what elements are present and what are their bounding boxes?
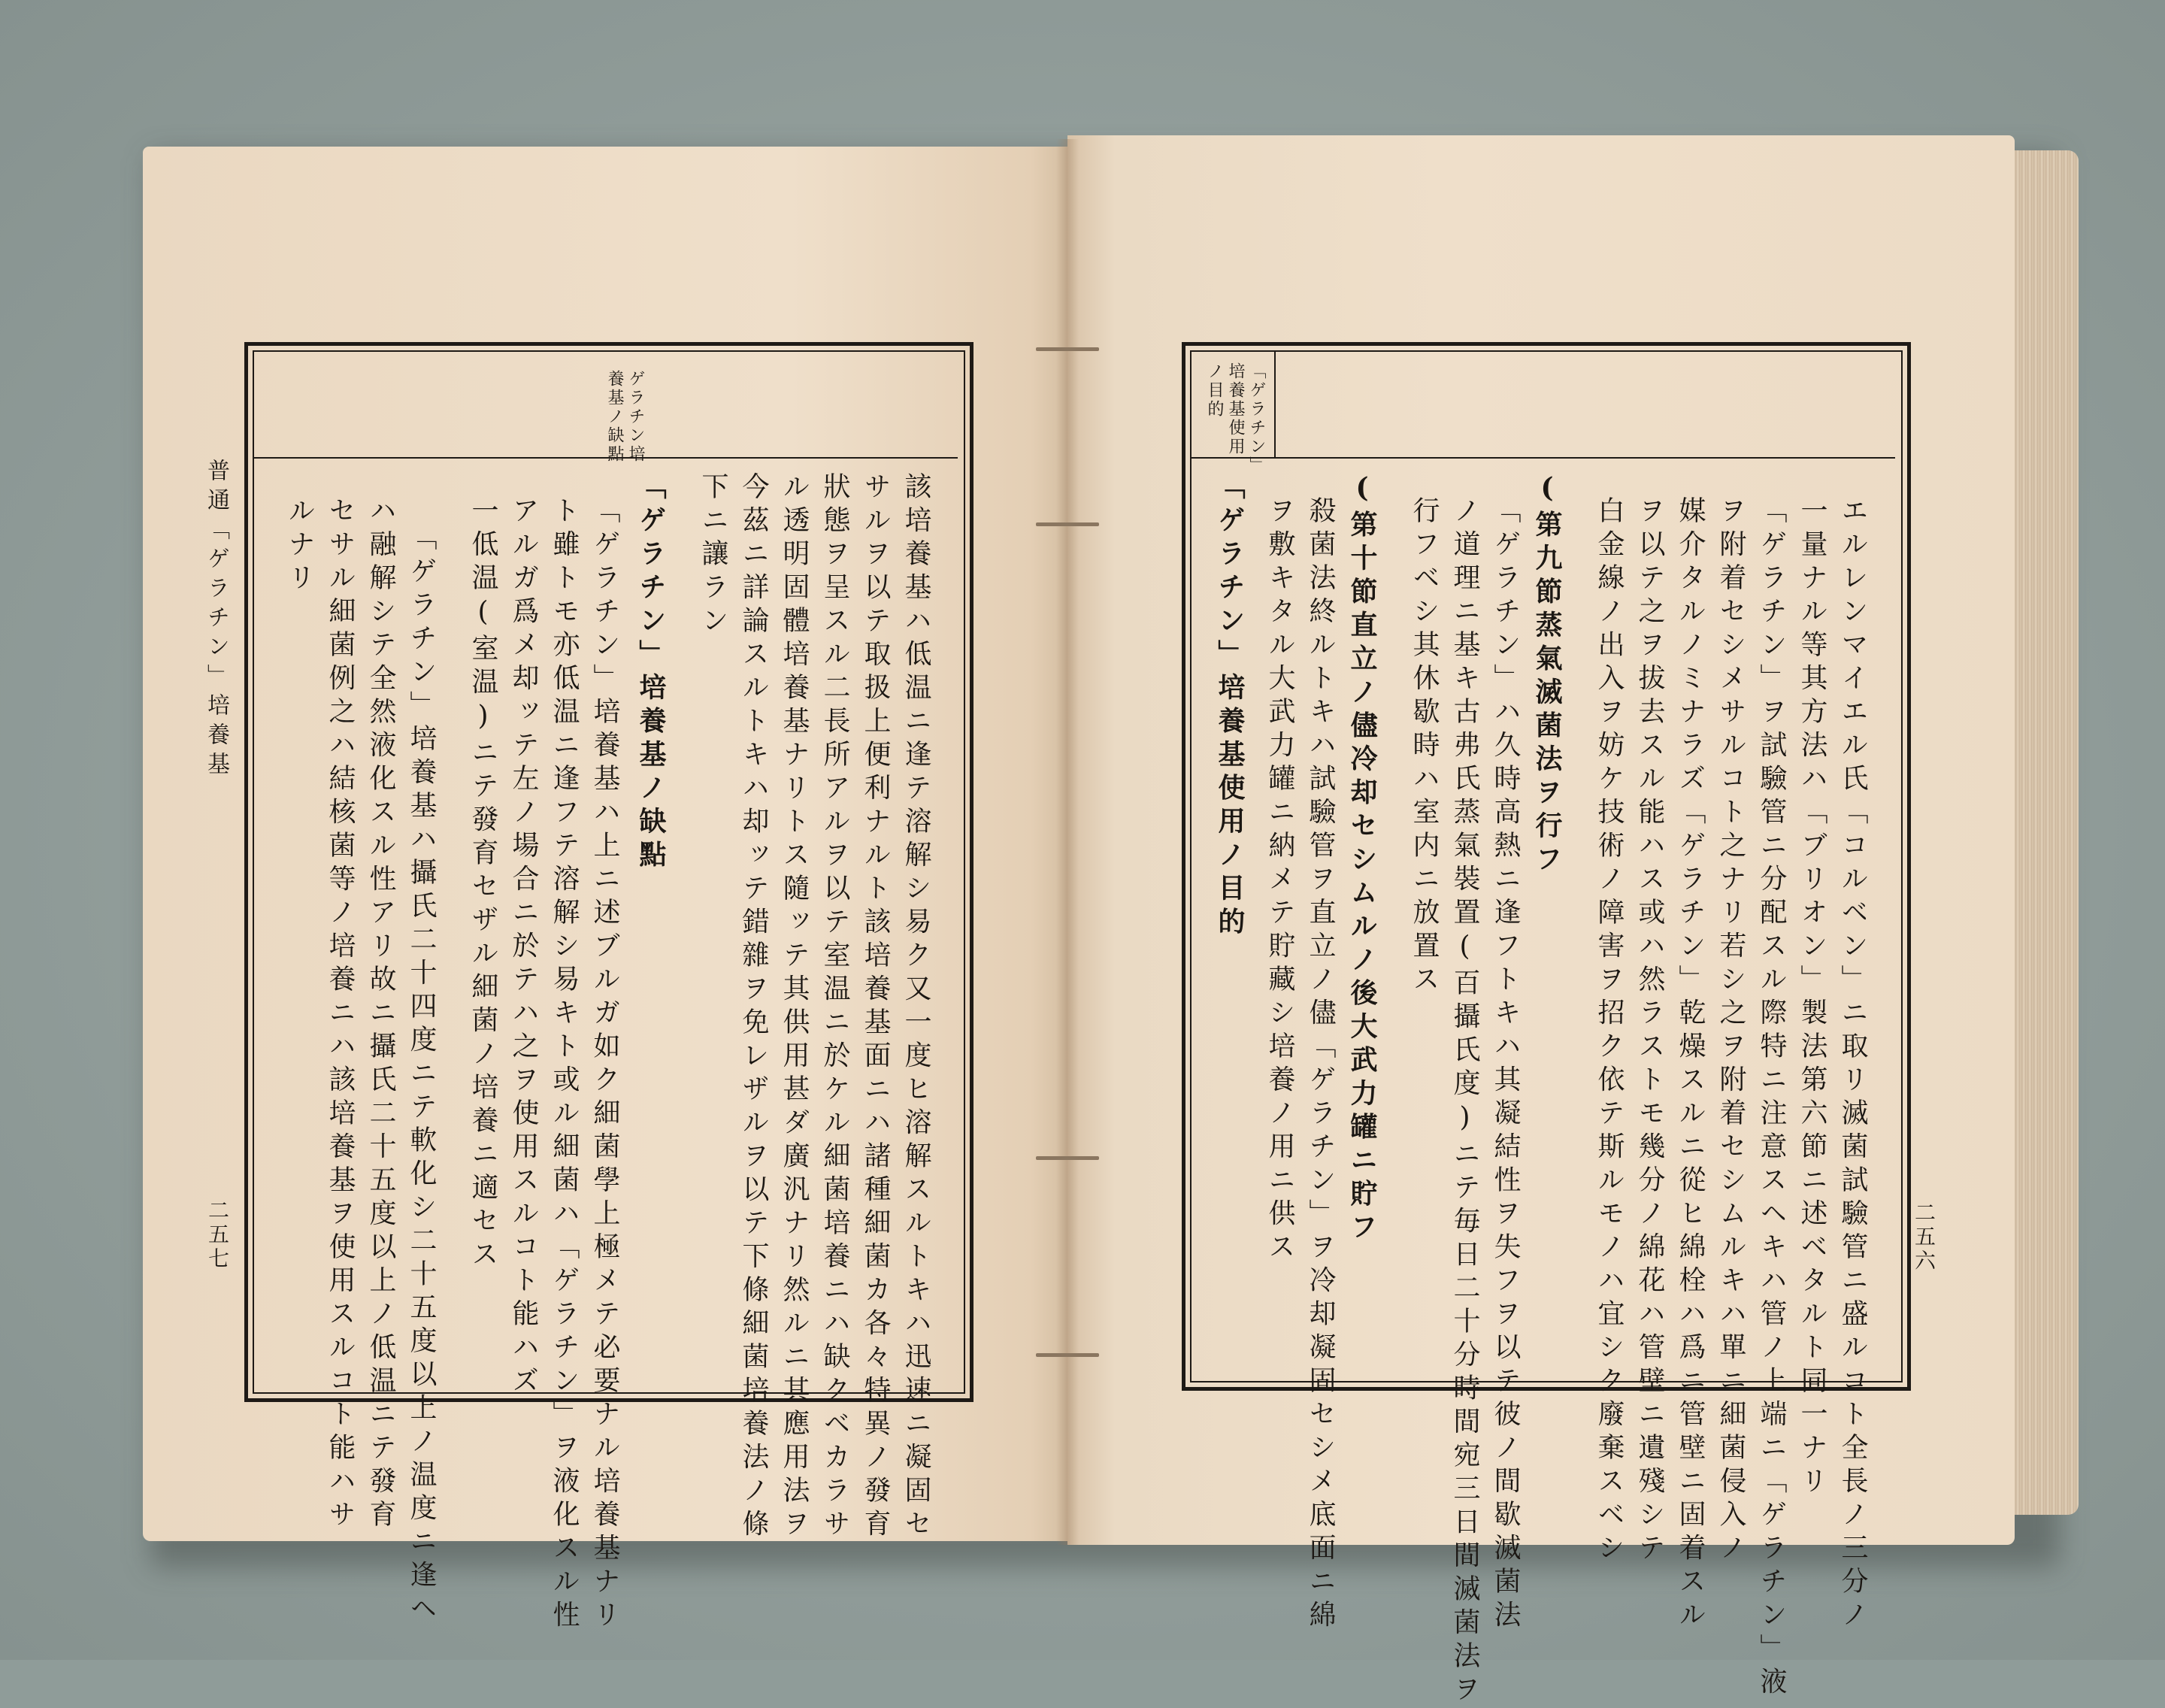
running-title: 普通「ゲラチン」培養基 xyxy=(203,459,229,781)
text-column: ルナリ xyxy=(284,496,315,597)
text-column: ル透明固體培養基ナリトス隨ッテ其供用甚ダ廣汎ナリ然ルニ其應用法ヲ xyxy=(779,472,810,1543)
text-column: 一低温(室温)ニテ發育セザル細菌ノ培養ニ適セス xyxy=(468,496,498,1273)
text-column: ヲ附着セシメサルコト之ナリ若シ之ヲ附着セシムルキハ單ニ細菌侵入ノ xyxy=(1715,496,1746,1567)
text-column: セサル細菌例之ハ結核菌等ノ培養ニハ該培養基ヲ使用スルコト能ハサ xyxy=(325,496,356,1534)
headnote-divider xyxy=(1274,350,1276,457)
text-column: 該培養基ハ低温ニ逢テ溶解シ易ク又一度ヒ溶解スルトキハ迅速ニ凝固セ xyxy=(901,472,931,1543)
text-column: 「ゲラチン」ハ久時高熱ニ逢フトキハ其凝結性ヲ失フヲ以テ彼ノ間歇滅菌法 xyxy=(1490,496,1521,1634)
text-column: ハ融解シテ全然液化スル性アリ故ニ攝氏二十五度以上ノ低温ニテ發育 xyxy=(365,496,396,1534)
headnote-line: 養基ノ缺點 xyxy=(605,370,624,464)
section-heading: (第九節蒸氣滅菌法ヲ行フ xyxy=(1531,472,1563,878)
page-number-left: 二五七 xyxy=(205,1199,230,1271)
binding-stitch xyxy=(1036,1156,1099,1160)
text-column: 下ニ讓ラン xyxy=(698,472,728,640)
text-column: エルレンマイエル氏「コルベン」ニ取リ滅菌試驗管ニ盛ルコト全長ノ三分ノ xyxy=(1837,496,1868,1634)
binding-stitch xyxy=(1036,522,1099,526)
text-column: 殺菌法終ルトキハ試驗管ヲ直立ノ儘「ゲラチン」ヲ冷却凝固セシメ底面ニ綿 xyxy=(1305,496,1336,1634)
binding-stitch xyxy=(1036,1353,1099,1357)
text-column: 今茲ニ詳論スルトキハ却ッテ錯雜ヲ免レザルヲ以テ下條細菌培養法ノ條 xyxy=(738,472,769,1543)
headnote-line: ノ目的 xyxy=(1205,362,1224,419)
text-column: 狀態ヲ呈スル二長所アルヲ以テ室温ニ於ケル細菌培養ニハ缺クベカラサ xyxy=(819,472,850,1543)
text-column: サルヲ以テ取扱上便利ナルト該培養基面ニハ諸種細菌カ各々特異ノ發育 xyxy=(860,472,891,1543)
text-column: ト雖トモ亦低温ニ逢フテ溶解シ易キト或ル細菌ハ「ゲラチン」ヲ液化スル性 xyxy=(549,496,580,1634)
text-column: ヲ以テ之ヲ拔去スル能ハス或ハ然ラストモ幾分ノ綿花ハ管壁ニ遺殘シテ xyxy=(1634,496,1665,1567)
text-column: 白金線ノ出入ヲ妨ケ技術ノ障害ヲ招ク依テ斯ルモノハ宜シク廢棄スベシ xyxy=(1594,496,1625,1567)
section-heading: (第十節直立ノ儘冷却セシムルノ後大武力罐ニ貯フ xyxy=(1346,472,1378,1246)
page-number-right: 二五六 xyxy=(1912,1201,1936,1273)
section-heading: 「ゲラチン」培養基使用ノ目的 xyxy=(1214,472,1246,940)
headnote-rule-right xyxy=(1190,457,1895,459)
text-column: 「ゲラチン」培養基ハ上ニ述ブルガ如ク細菌學上極メテ必要ナル培養基ナリ xyxy=(589,496,620,1634)
text-column: 行フベシ其休歇時ハ室内ニ放置ス xyxy=(1409,496,1440,998)
text-column: 一量ナル等其方法ハ「ブリオン」製法第六節ニ述ベタルト同一ナリ xyxy=(1797,496,1827,1500)
section-heading: 「ゲラチン」培養基ノ缺點 xyxy=(635,472,667,874)
text-column: ノ道理ニ基キ古弗氏蒸氣裝置(百攝氏度)ニテ毎日二十分時間宛三日間滅菌法ヲ xyxy=(1449,496,1480,1708)
text-column: アルガ爲メ却ッテ左ノ場合ニ於テハ之ヲ使用スルコト能ハズ xyxy=(508,496,539,1400)
text-column: ヲ敷キタル大武力罐ニ納メテ貯藏シ培養ノ用ニ供ス xyxy=(1264,496,1295,1266)
headnote-line: ゲラチン培 xyxy=(626,370,645,464)
text-column: 「ゲラチン」ヲ試驗管ニ分配スル際特ニ注意スヘキハ管ノ上端ニ「ゲラチン」液 xyxy=(1756,496,1787,1700)
binding-stitch xyxy=(1036,347,1099,351)
text-column: 「ゲラチン」培養基ハ攝氏二十四度ニテ軟化シ二十五度以上ノ温度ニ逢ヘ xyxy=(406,523,437,1628)
headnote-line: 培養基使用 xyxy=(1226,362,1245,456)
text-column: 媒介タルノミナラズ「ゲラチン」乾燥スルニ從ヒ綿栓ハ爲ニ管壁ニ固着スル xyxy=(1675,496,1706,1634)
headnote-line: 「ゲラチン」 xyxy=(1247,362,1266,475)
